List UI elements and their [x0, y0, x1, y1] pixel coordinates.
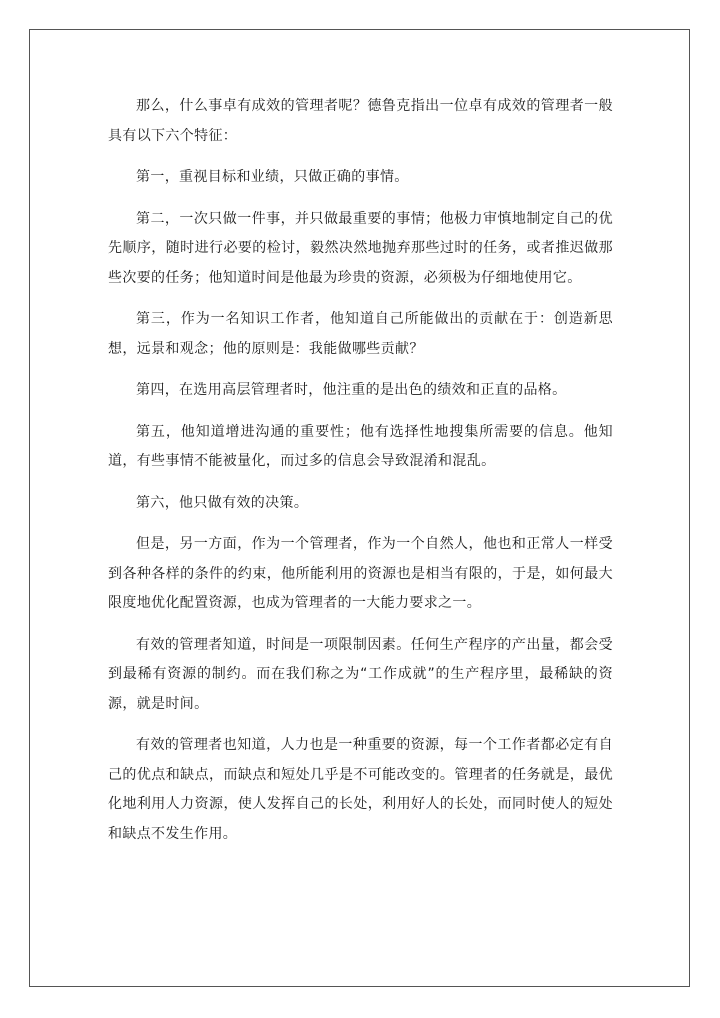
paragraph-trait-3: 第三，作为一名知识工作者，他知道自己所能做出的贡献在于：创造新思想，远景和观念；他的原则是：我能做哪些贡献？	[108, 311, 613, 357]
paragraph-trait-4: 第四，在选用高层管理者时，他注重的是出色的绩效和正直的品格。	[136, 382, 567, 398]
paragraph-trait-6: 第六，他只做有效的决策。	[136, 494, 309, 511]
paragraph-intro: 那么，什么事卓有成效的管理者呢？德鲁克指出一位卓有成效的管理者一般具有以下六个特征：	[108, 98, 613, 144]
document-body	[108, 92, 613, 861]
paragraph-trait-2: 第二，一次只做一件事，并只做最重要的事情；他极力审慎地制定自己的优先顺序，随时进行必要的检讨，毅然决然地抛弃那些过时的任务，或者推迟做那些次要的任务；他知道时间是他最为珍贵的资源，必须极为仔细地使用它。	[108, 210, 613, 286]
paragraph-constraints: 但是，另一方面，作为一个管理者，作为一个自然人，他也和正常人一样受到各种各样的条件的约束，他所能利用的资源也是相当有限的，于是，如何最大限度地优化配置资源，也成为管理者的一大能力要求之一。	[108, 536, 613, 611]
paragraph-human-resource: 有效的管理者也知道，人力也是一种重要的资源，每一个工作者都必定有自己的优点和缺点，而缺点和短处几乎是不可能改变的。管理者的任务就是，最优化地利用人力资源，使人发挥自己的长处，利用好人的长处，而同时使人的短处和缺点不发生作用。	[108, 737, 613, 842]
paragraph-trait-5: 第五，他知道增进沟通的重要性；他有选择性地搜集所需要的信息。他知道，有些事情不能被量化，而过多的信息会导致混淆和混乱。	[108, 423, 613, 469]
paragraph-trait-1: 第一，重视目标和业绩，只做正确的事情。	[136, 169, 409, 185]
paragraph-time-resource: 有效的管理者知道，时间是一项限制因素。任何生产程序的产出量，都会受到最稀有资源的制约。而在我们称之为“工作成就”的生产程序里，最稀缺的资源，就是时间。	[108, 636, 613, 712]
